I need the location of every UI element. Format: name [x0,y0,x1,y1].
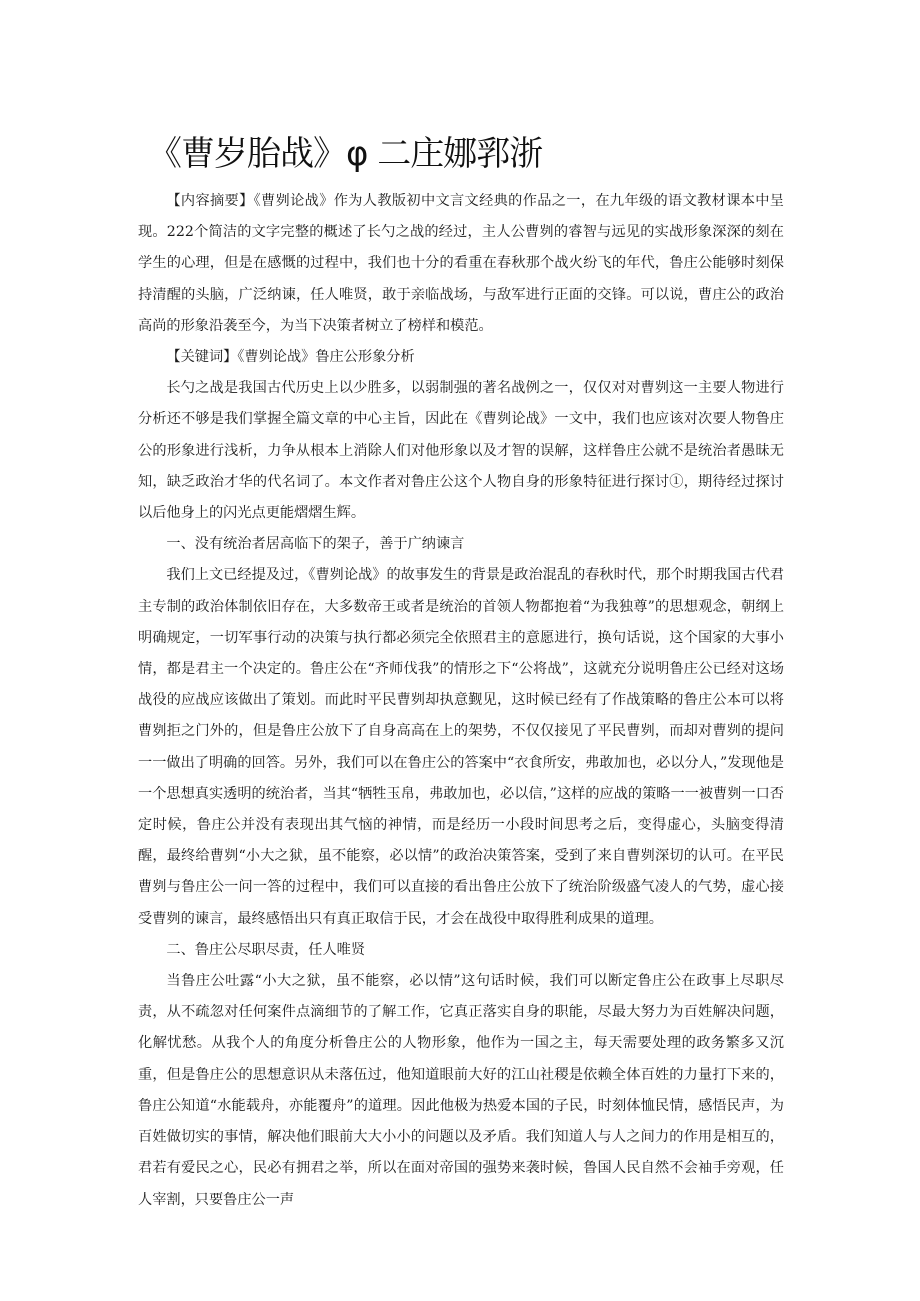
section-1-paragraph: 我们上文已经提及过，《曹刿论战》的故事发生的背景是政治混乱的春秋时代，那个时期我国古代君主专制的政治体制依旧存在，大多数帝王或者是统治的首领人物都抱着“为我独尊”的思想观念，朝纲上明确规定，一切军事行动的决策与执行都必须完全依照君主的意愿进行，换句话说，这个国家的大事小情，都是君主一个决定的。鲁庄公在“齐师伐我”的情形之下“公将战”，这就充分说明鲁庄公已经对这场战役的应战应该做出了策划。而此时平民曹刿却执意觐见，这时候已经有了作战策略的鲁庄公本可以将曹刿拒之门外的，但是鲁庄公放下了自身高高在上的架势，不仅仅接见了平民曹刿，而却对曹刿的提问一一做出了明确的回答。另外，我们可以在鲁庄公的答案中“衣食所安，弗敢加也，必以分人，”发现他是一个思想真实透明的统治者，当其“牺牲玉帛，弗敢加也，必以信，”这样的应战的策略一一被曹刿一口否定时候，鲁庄公并没有表现出其气恼的神情，而是经历一小段时间思考之后，变得虚心，头脑变得清醒，最终给曹刿“小大之狱，虽不能察，必以情”的政治决策答案，受到了来自曹刿深切的认可。在平民曹刿与鲁庄公一问一答的过程中，我们可以直接的看出鲁庄公放下了统治阶级盛气凌人的气势，虚心接受曹刿的谏言，最终感悟出只有真正取信于民，才会在战役中取得胜利成果的道理。 [138,567,784,927]
section-heading-1: 一、没有统治者居高临下的架子，善于广纳谏言 [166,536,465,553]
document-body [138,186,784,1216]
keywords-paragraph: 【关键词】《曹刿论战》鲁庄公形象分析 [166,349,415,366]
section-heading-2: 二、鲁庄公尽职尽责，任人唯贤 [166,941,366,958]
abstract-paragraph: 【内容摘要】《曹刿论战》作为人教版初中文言文经典的作品之一，在九年级的语文教材课本中呈现。222个简洁的文字完整的概述了长勺之战的经过，主人公曹刿的睿智与远见的实战形象深深的刻在学生的心理，但是在感慨的过程中，我们也十分的看重在春秋那个战火纷飞的年代，鲁庄公能够时刻保持清醒的头脑，广泛纳谏，任人唯贤，敢于亲临战场，与敌军进行正面的交锋。可以说，曹庄公的政治高尚的形象沿袭至今，为当下决策者树立了榜样和模范。 [138,193,784,334]
section-2-paragraph: 当鲁庄公吐露“小大之狱，虽不能察，必以情”这句话时候，我们可以断定鲁庄公在政事上尽职尽责，从不疏忽对任何案件点滴细节的了解工作，它真正落实自身的职能，尽最大努力为百姓解决问题，化解忧愁。从我个人的角度分析鲁庄公的人物形象，他作为一国之主，每天需要处理的政务繁多又沉重，但是鲁庄公的思想意识从未落伍过，他知道眼前大好的江山社稷是依赖全体百姓的力量打下来的，鲁庄公知道“水能载舟，亦能覆舟”的道理。因此他极为热爱本国的子民，时刻体恤民情，感悟民声，为百姓做切实的事情，解决他们眼前大大小小的问题以及矛盾。我们知道人与人之间力的作用是相互的，君若有爱民之心，民必有拥君之举，所以在面对帝国的强势来袭时候，鲁国人民自然不会袖手旁观，任人宰割，只要鲁庄公一声 [138,973,784,1208]
intro-paragraph: 长勺之战是我国古代历史上以少胜多，以弱制强的著名战例之一，仅仅对对曹刿这一主要人物进行分析还不够是我们掌握全篇文章的中心主旨，因此在《曹刿论战》一文中，我们也应该对次要人物鲁庄公的形象进行浅析，力争从根本上消除人们对他形象以及才智的误解，这样鲁庄公就不是统治者愚昧无知，缺乏政治才华的代名词了。本文作者对鲁庄公这个人物自身的形象特征进行探讨①，期待经过探讨以后他身上的闪光点更能熠熠生辉。 [138,380,784,522]
document-title: 《曹岁胎战》φ 二庄娜郛浙 [148,134,543,174]
